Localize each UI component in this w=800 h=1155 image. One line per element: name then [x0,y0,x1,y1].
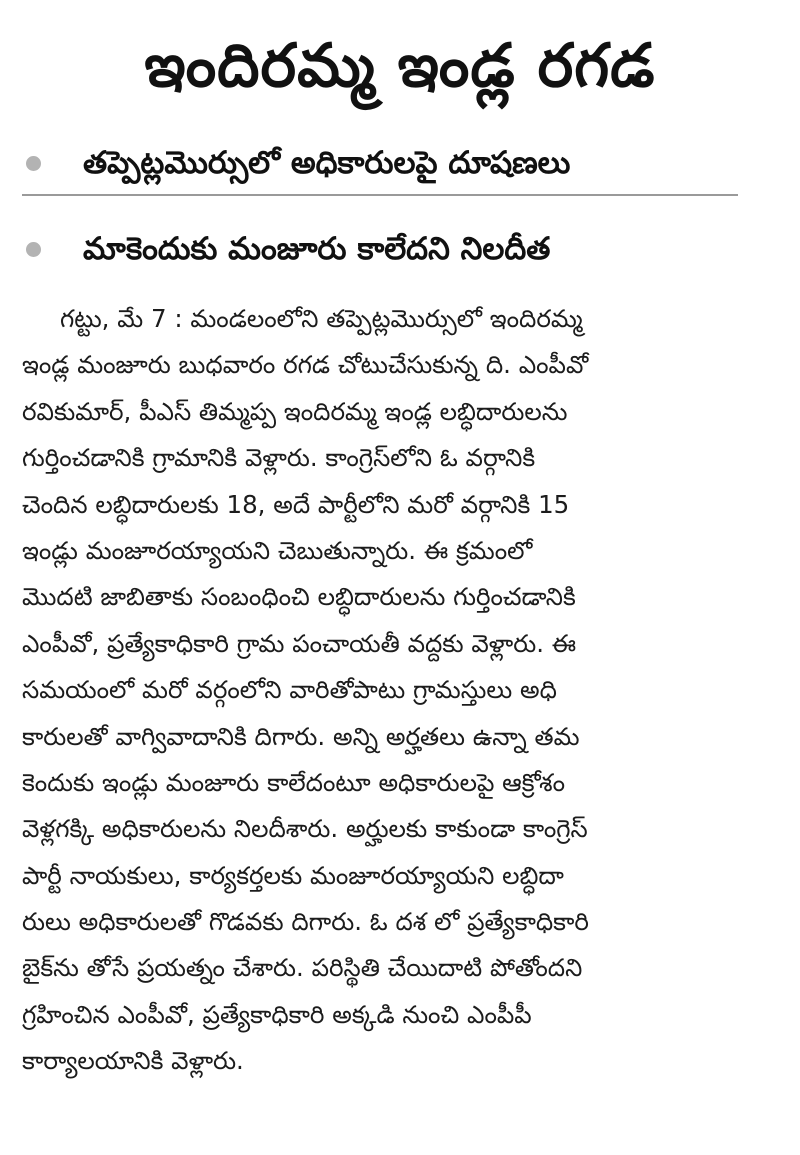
bullet-icon [26,156,41,171]
article-headline: ఇందిరమ్మ ఇండ్ల రగడ [144,31,656,101]
subheading-2 [22,218,738,280]
body-line: పార్టీ నాయకులు, కార్యకర్తలకు మంజూరయ్యాయని లబ్ధిదా [22,860,564,890]
body-line: ఇండ్ల మంజూరు బుధవారం రగడ చోటుచేసుకున్న ది. ఎంపీవో [22,350,589,380]
body-line: చెందిన లబ్ధిదారులకు 18, అదే పార్టీలోని మరో వర్గానికి 15 [22,489,570,519]
body-line: గ్రహించిన ఎంపీవో, ప్రత్యేకాధికారి అక్కడి నుంచి ఎంపీపీ [22,999,532,1029]
body-line: వెళ్లగక్కి అధికారులను నిలదీశారు. అర్హులకు కాకుండా కాంగ్రెస్ [22,814,588,844]
subheading-1 [22,132,738,196]
body-line: రులు అధికారులతో గొడవకు దిగారు. ఓ దశ లో ప్రత్యేకాధికారి [22,907,589,937]
body-line: గుర్తించడానికి గ్రామానికి వెళ్లారు. కాంగ్రెస్‌లోని ఓ వర్గానికి [22,443,536,473]
body-line: రవికుమార్, పీఎస్ తిమ్మప్ప ఇందిరమ్మ ఇండ్ల లబ్ధిదారులను [22,396,568,426]
body-line: కార్యాలయానికి వెళ్లారు. [22,1046,244,1076]
subheading-1-text: తప్పెట్లమొర్సులో అధికారులపై దూషణలు [83,145,571,181]
subheading-2-text: మాకెందుకు మంజూరు కాలేదని నిలదీత [83,231,551,267]
body-line: ఇండ్లు మంజూరయ్యాయని చెబుతున్నారు. ఈ క్రమంలో [22,535,533,565]
bullet-icon [26,242,41,257]
body-line: కెందుకు ఇండ్లు మంజూరు కాలేదంటూ అధికారులపై ఆక్రోశం [22,767,565,797]
body-line: సమయంలో మరో వర్గంలోని వారితోపాటు గ్రామస్తులు అధి [22,675,557,705]
body-line: మొదటి జాబితాకు సంబంధించి లబ్ధిదారులను గుర్తించడానికి [22,582,576,612]
body-line: గట్టు, మే 7 : మండలంలోని తప్పెట్లమొర్సులో ఇందిరమ్మ [60,304,583,333]
article-body [22,296,782,1085]
body-line: ఎంపీవో, ప్రత్యేకాధికారి గ్రామ పంచాయతీ వద్దకు వెళ్లారు. ఈ [22,628,577,658]
body-line: బైక్‌ను తోసే ప్రయత్నం చేశారు. పరిస్థితి చేయిదాటి పోతోందని [22,953,583,983]
body-line: కారులతో వాగ్వివాదానికి దిగారు. అన్ని అర్హతలు ఉన్నా తమ [22,721,580,751]
